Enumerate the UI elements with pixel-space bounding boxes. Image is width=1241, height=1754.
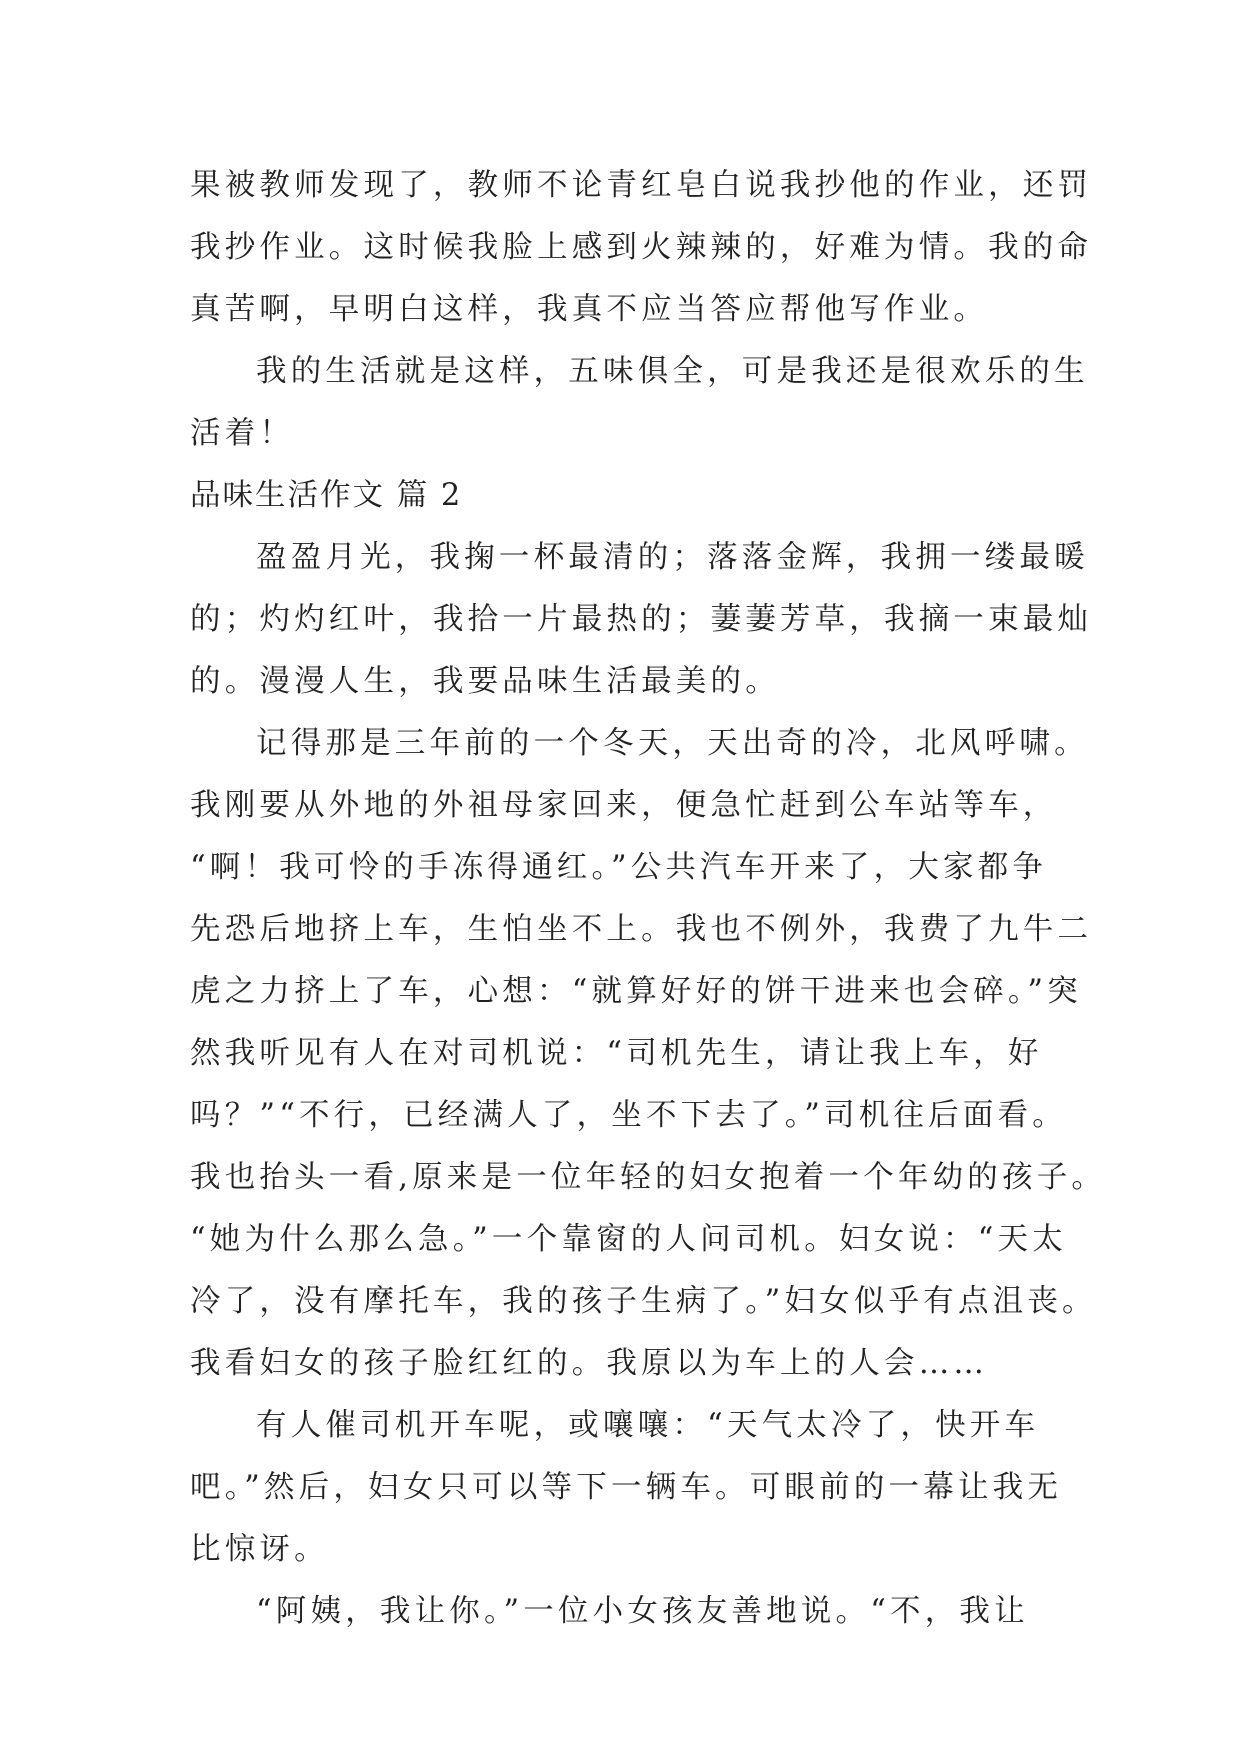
text-line: 然我听见有人在对司机说：“司机先生，请让我上车，好 — [190, 1036, 1043, 1071]
text-line: 盈盈月光，我掬一杯最清的；落落金辉，我拥一缕最暖 — [256, 540, 1089, 575]
paragraph — [190, 1395, 1063, 1581]
text-line: 有人催司机开车呢，或嚷嚷：“天气太冷了，快开车 — [256, 1408, 1040, 1443]
paragraph — [190, 1581, 1050, 1643]
text-line: 虎之力挤上了车，心想：“就算好好的饼干进来也会碎。”突 — [190, 974, 1082, 1009]
text-line: 的；灼灼红叶，我拾一片最热的；萋萋芳草，我摘一束最灿 — [190, 602, 1093, 637]
text-line: 先恐后地挤上车，生怕坐不上。我也不例外，我费了九牛二 — [190, 912, 1093, 947]
text-line: 吧。”然后，妇女只可以等下一辆车。可眼前的一幕让我无 — [190, 1470, 1063, 1505]
paragraph — [190, 155, 1093, 341]
paragraph — [190, 341, 1089, 465]
text-line: 我抄作业。这时候我脸上感到火辣辣的，好难为情。我的命 — [190, 230, 1093, 265]
section-heading — [190, 465, 1050, 527]
text-line: 记得那是三年前的一个冬天，天出奇的冷，北风呼啸。 — [256, 726, 1089, 761]
text-line: 的。漫漫人生，我要品味生活最美的。 — [190, 664, 780, 699]
text-line: 我的生活就是这样，五味俱全，可是我还是很欢乐的生 — [256, 354, 1089, 389]
paragraph — [190, 713, 1107, 1395]
text-line: 果被教师发现了，教师不论青红皂白说我抄他的作业，还罚 — [190, 168, 1093, 203]
document-body — [190, 155, 1107, 1643]
text-line: “啊！我可怜的手冻得通红。”公共汽车开来了，大家都争 — [190, 850, 1048, 885]
text-line: 活着！ — [190, 416, 295, 451]
text-line: 冷了，没有摩托车，我的孩子生病了。”妇女似乎有点沮丧。 — [190, 1284, 1097, 1319]
text-line: 我刚要从外地的外祖母家回来，便急忙赶到公车站等车， — [190, 788, 1058, 823]
heading-text: 品味生活作文 篇 2 — [190, 478, 463, 513]
text-line: 我也抬头一看,原来是一位年轻的妇女抱着一个年幼的孩子。 — [190, 1160, 1107, 1195]
paragraph — [190, 527, 1093, 713]
text-line: 比惊讶。 — [190, 1532, 329, 1567]
text-line: 真苦啊，早明白这样，我真不应当答应帮他写作业。 — [190, 292, 989, 327]
text-line: 吗？”“不行，已经满人了，坐不下去了。”司机往后面看。 — [190, 1098, 1067, 1133]
text-line: 我看妇女的孩子脸红红的。我原以为车上的人会…… — [190, 1346, 989, 1381]
text-line: “她为什么那么急。”一个靠窗的人问司机。妇女说：“天太 — [190, 1222, 1067, 1257]
text-line: “阿姨，我让你。”一位小女孩友善地说。“不，我让 — [256, 1594, 1029, 1629]
